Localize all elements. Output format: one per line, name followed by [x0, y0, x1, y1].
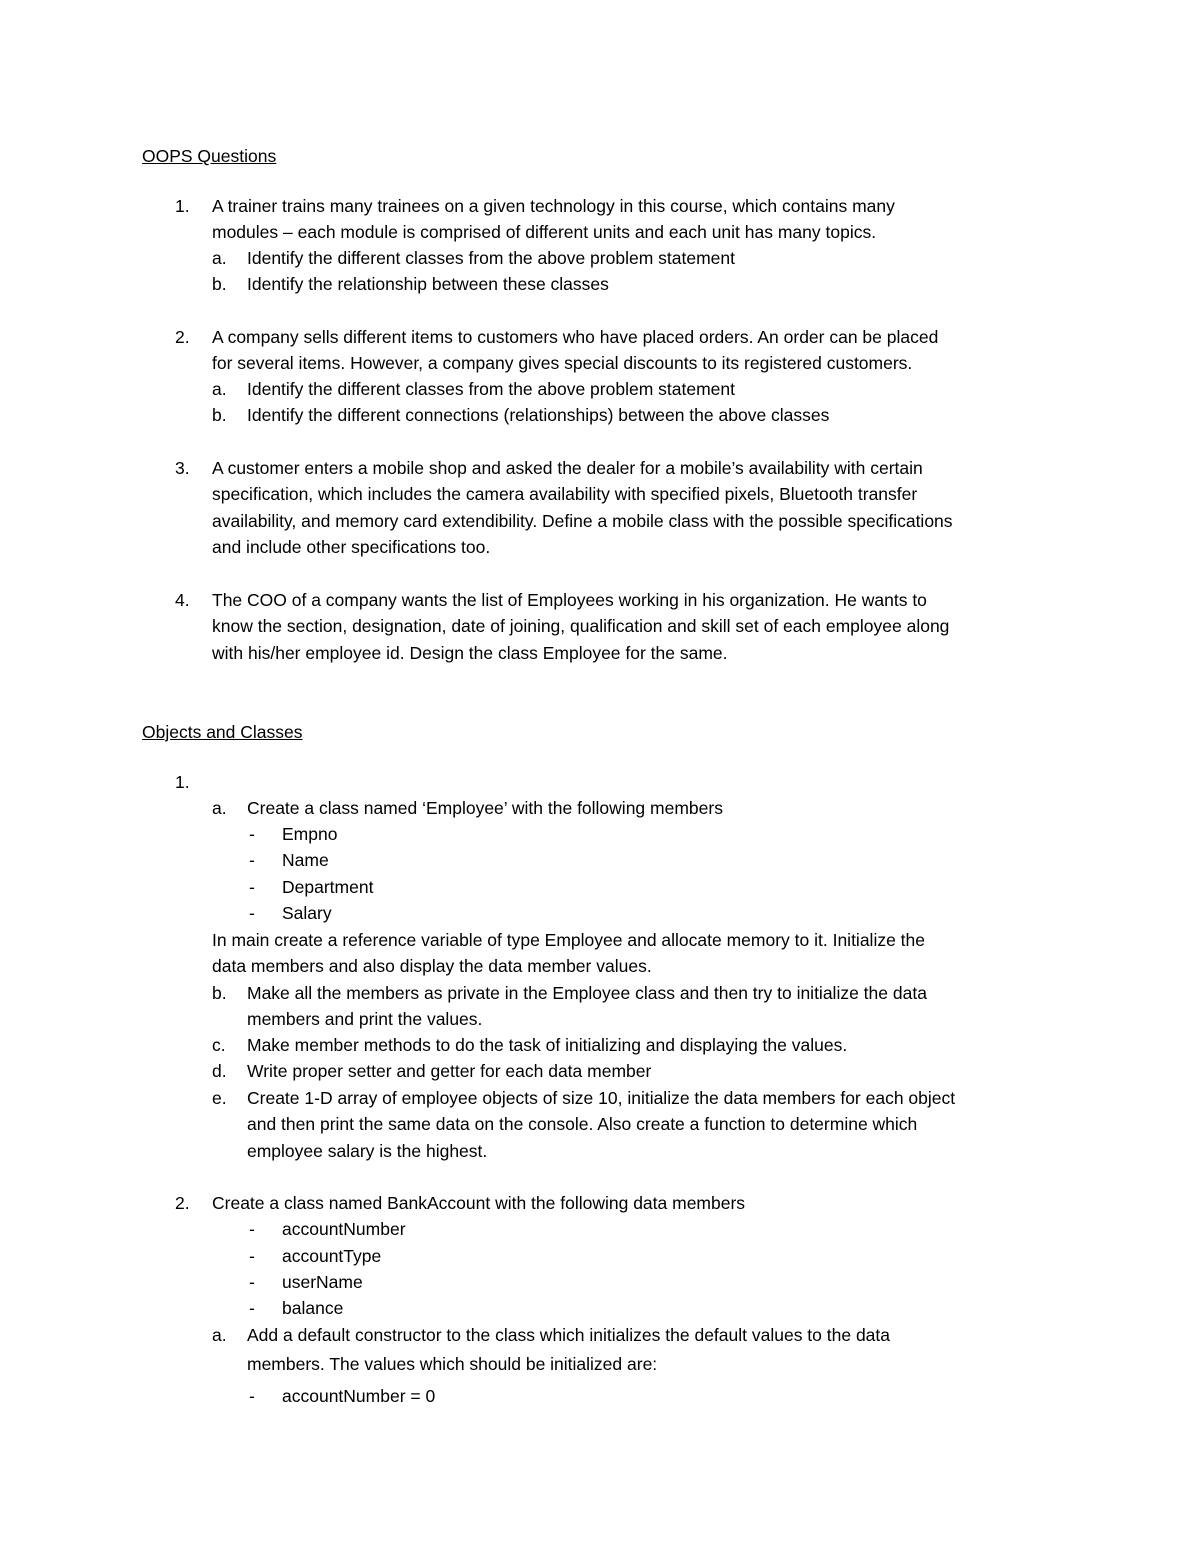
question-text-line: The COO of a company wants the list of Employees working in his organization. He wants to — [212, 590, 927, 610]
bullet-dash: - — [249, 824, 255, 844]
section-heading-objects-and-classes: Objects and Classes — [142, 722, 303, 742]
question-text-line: specification, which includes the camera availability with specified pixels, Bluetooth transfer — [212, 484, 918, 504]
question-number: 1. — [175, 772, 190, 792]
question-text-line: availability, and memory card extendibility. Define a mobile class with the possible specifications — [212, 511, 953, 531]
question-number: 4. — [175, 590, 190, 610]
sub-item-letter: b. — [212, 274, 227, 294]
member-item: Salary — [282, 903, 332, 923]
sub-item-text: Make all the members as private in the Employee class and then try to initialize the data — [247, 983, 927, 1003]
question-text-line: with his/her employee id. Design the class Employee for the same. — [212, 643, 728, 663]
question-text-line: A company sells different items to customers who have placed orders. An order can be placed — [212, 327, 939, 347]
sub-item-text: employee salary is the highest. — [247, 1141, 488, 1161]
member-item: Department — [282, 877, 374, 897]
bullet-dash: - — [249, 1246, 255, 1266]
value-item: accountNumber = 0 — [282, 1386, 436, 1406]
bullet-dash: - — [249, 1219, 255, 1239]
sub-item-letter: b. — [212, 983, 227, 1003]
question-number: 2. — [175, 1193, 190, 1213]
paragraph-line: In main create a reference variable of type Employee and allocate memory to it. Initialize the — [212, 930, 926, 950]
question-text-line: and include other specifications too. — [212, 537, 491, 557]
member-item: balance — [282, 1298, 344, 1318]
question-text-line: modules – each module is comprised of different units and each unit has many topics. — [212, 222, 877, 242]
sub-item-letter: a. — [212, 798, 227, 818]
sub-item-letter: d. — [212, 1061, 227, 1081]
question-number: 1. — [175, 196, 190, 216]
sub-item-text: Write proper setter and getter for each data member — [247, 1061, 652, 1081]
sub-item-letter: e. — [212, 1088, 227, 1108]
question-number: 3. — [175, 458, 190, 478]
question-text-line: A trainer trains many trainees on a given technology in this course, which contains many — [212, 196, 895, 216]
member-item: accountNumber — [282, 1219, 406, 1239]
member-item: Empno — [282, 824, 338, 844]
sub-item-text: members. The values which should be initialized are: — [247, 1354, 658, 1374]
section-heading-oops-questions: OOPS Questions — [142, 146, 277, 166]
question-number: 2. — [175, 327, 190, 347]
bullet-dash: - — [249, 1386, 255, 1406]
sub-item-text: Add a default constructor to the class which initializes the default values to the data — [247, 1325, 891, 1345]
sub-item-letter: a. — [212, 248, 227, 268]
sub-item-letter: b. — [212, 405, 227, 425]
bullet-dash: - — [249, 850, 255, 870]
sub-item-text: Create a class named ‘Employee’ with the following members — [247, 798, 723, 818]
sub-item-text: and then print the same data on the console. Also create a function to determine which — [247, 1114, 918, 1134]
sub-item-letter: a. — [212, 379, 227, 399]
sub-item-text: Create 1-D array of employee objects of size 10, initialize the data members for each object — [247, 1088, 956, 1108]
sub-item-text: Identify the different classes from the above problem statement — [247, 379, 735, 399]
sub-item-text: Identify the different classes from the above problem statement — [247, 248, 735, 268]
sub-item-letter: a. — [212, 1325, 227, 1345]
bullet-dash: - — [249, 1298, 255, 1318]
member-item: Name — [282, 850, 329, 870]
bullet-dash: - — [249, 903, 255, 923]
sub-item-text: Identify the relationship between these classes — [247, 274, 609, 294]
question-text-line: A customer enters a mobile shop and asked the dealer for a mobile’s availability with certain — [212, 458, 923, 478]
question-text-line: for several items. However, a company gives special discounts to its registered customers. — [212, 353, 913, 373]
bullet-dash: - — [249, 877, 255, 897]
member-item: userName — [282, 1272, 363, 1292]
bullet-dash: - — [249, 1272, 255, 1292]
question-text-line: know the section, designation, date of joining, qualification and skill set of each employee along — [212, 616, 950, 636]
paragraph-line: data members and also display the data member values. — [212, 956, 652, 976]
question-text-line: Create a class named BankAccount with the following data members — [212, 1193, 746, 1213]
sub-item-text: Identify the different connections (relationships) between the above classes — [247, 405, 830, 425]
sub-item-letter: c. — [212, 1035, 226, 1055]
sub-item-text: Make member methods to do the task of initializing and displaying the values. — [247, 1035, 848, 1055]
member-item: accountType — [282, 1246, 382, 1266]
sub-item-text: members and print the values. — [247, 1009, 483, 1029]
